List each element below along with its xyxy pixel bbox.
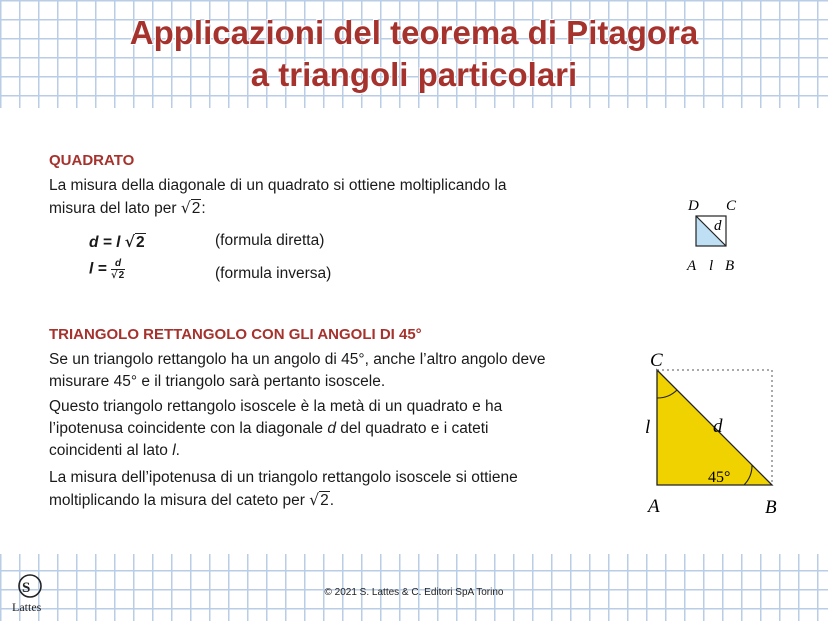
title-line-1: Applicazioni del teorema di Pitagora (129, 14, 699, 51)
triangle-label-l: l (645, 417, 651, 438)
p2-line-3-l: l (172, 442, 176, 459)
quadrato-text-line-2-a: misura del lato per (49, 200, 177, 217)
triangolo-p2 (49, 396, 502, 462)
square-diagram (682, 194, 742, 278)
title-line-2: a triangoli particolari (250, 56, 578, 93)
colon: : (201, 200, 206, 217)
svg-text:S: S (22, 580, 31, 596)
quadrato-text-line-2 (49, 197, 507, 220)
p2-line-3-b: . (175, 442, 180, 459)
formula-inversa-note: (formula inversa) (215, 265, 332, 282)
triangolo-p2-line-2 (49, 418, 502, 440)
label-B: B (725, 258, 735, 274)
formula-inversa-lhs: l = (89, 260, 107, 278)
title-band (0, 0, 828, 108)
sqrt-symbol: √ (124, 232, 135, 251)
triangle-label-d: d (713, 416, 723, 437)
triangle-label-B: B (765, 497, 777, 513)
label-C: C (726, 198, 737, 214)
fraction-denominator (111, 270, 125, 281)
label-D: D (688, 198, 699, 214)
triangolo-p3-line-2 (49, 489, 518, 512)
sqrt-symbol: √ (180, 199, 191, 217)
quadrato-text-line-1: La misura della diagonale di un quadrato si ottiene moltiplicando la (49, 177, 507, 194)
fraction (111, 258, 125, 281)
quadrato-text (49, 175, 507, 220)
label-A: A (687, 258, 697, 274)
p2-line-2-b: del quadrato e i cateti (335, 420, 489, 437)
p3-line-2-a: moltiplicando la misura del cateto per (49, 492, 305, 509)
triangolo-p3 (49, 467, 518, 512)
p2-line-2-d: d (327, 420, 336, 437)
formula-diretta-note: (formula diretta) (215, 232, 325, 249)
triangle-label-A: A (648, 496, 660, 513)
label-l: l (709, 258, 714, 274)
p2-line-2-a: l’ipotenusa coincidente con la diagonale (49, 420, 328, 437)
triangolo-p1 (49, 349, 546, 393)
formula-inversa (89, 258, 125, 281)
period: . (329, 492, 335, 509)
footer-copyright: © 2021 S. Lattes & C. Editori SpA Torino (324, 587, 504, 598)
page-title (0, 12, 828, 96)
formula-diretta-root: 2 (135, 234, 145, 251)
logo-text: Lattes (12, 600, 42, 614)
heading-quadrato: QUADRATO (49, 152, 135, 169)
sqrt-symbol: √ (309, 491, 320, 509)
triangolo-p2-line-3 (49, 440, 502, 462)
formula-diretta-lhs: d = l (89, 234, 121, 251)
triangolo-p1-line-2: misurare 45° e il triangolo sarà pertanto isoscele. (49, 373, 386, 390)
content-area (0, 108, 828, 554)
sqrt-value: 2 (320, 492, 329, 509)
formula-diretta (89, 232, 146, 252)
label-d: d (714, 218, 722, 234)
fraction-numerator: d (111, 258, 125, 270)
heading-triangolo: TRIANGOLO RETTANGOLO CON GLI ANGOLI DI 45° (49, 326, 422, 343)
triangle-label-C: C (650, 350, 663, 371)
triangle-diagram (640, 348, 790, 513)
triangolo-p3-line-1: La misura dell’ipotenusa di un triangolo rettangolo isoscele si ottiene (49, 469, 518, 486)
sqrt-value: 2 (191, 200, 201, 217)
fraction-root: 2 (118, 270, 125, 281)
sqrt-symbol: √ (110, 270, 118, 281)
triangle-label-angle: 45° (708, 469, 731, 486)
triangolo-p1-line-1: Se un triangolo rettangolo ha un angolo di 45°, anche l’altro angolo deve (49, 351, 546, 368)
triangolo-p2-line-1: Questo triangolo rettangolo isoscele è la metà di un quadrato e ha (49, 398, 503, 415)
p2-line-3-a: coincidenti al lato (49, 442, 173, 459)
